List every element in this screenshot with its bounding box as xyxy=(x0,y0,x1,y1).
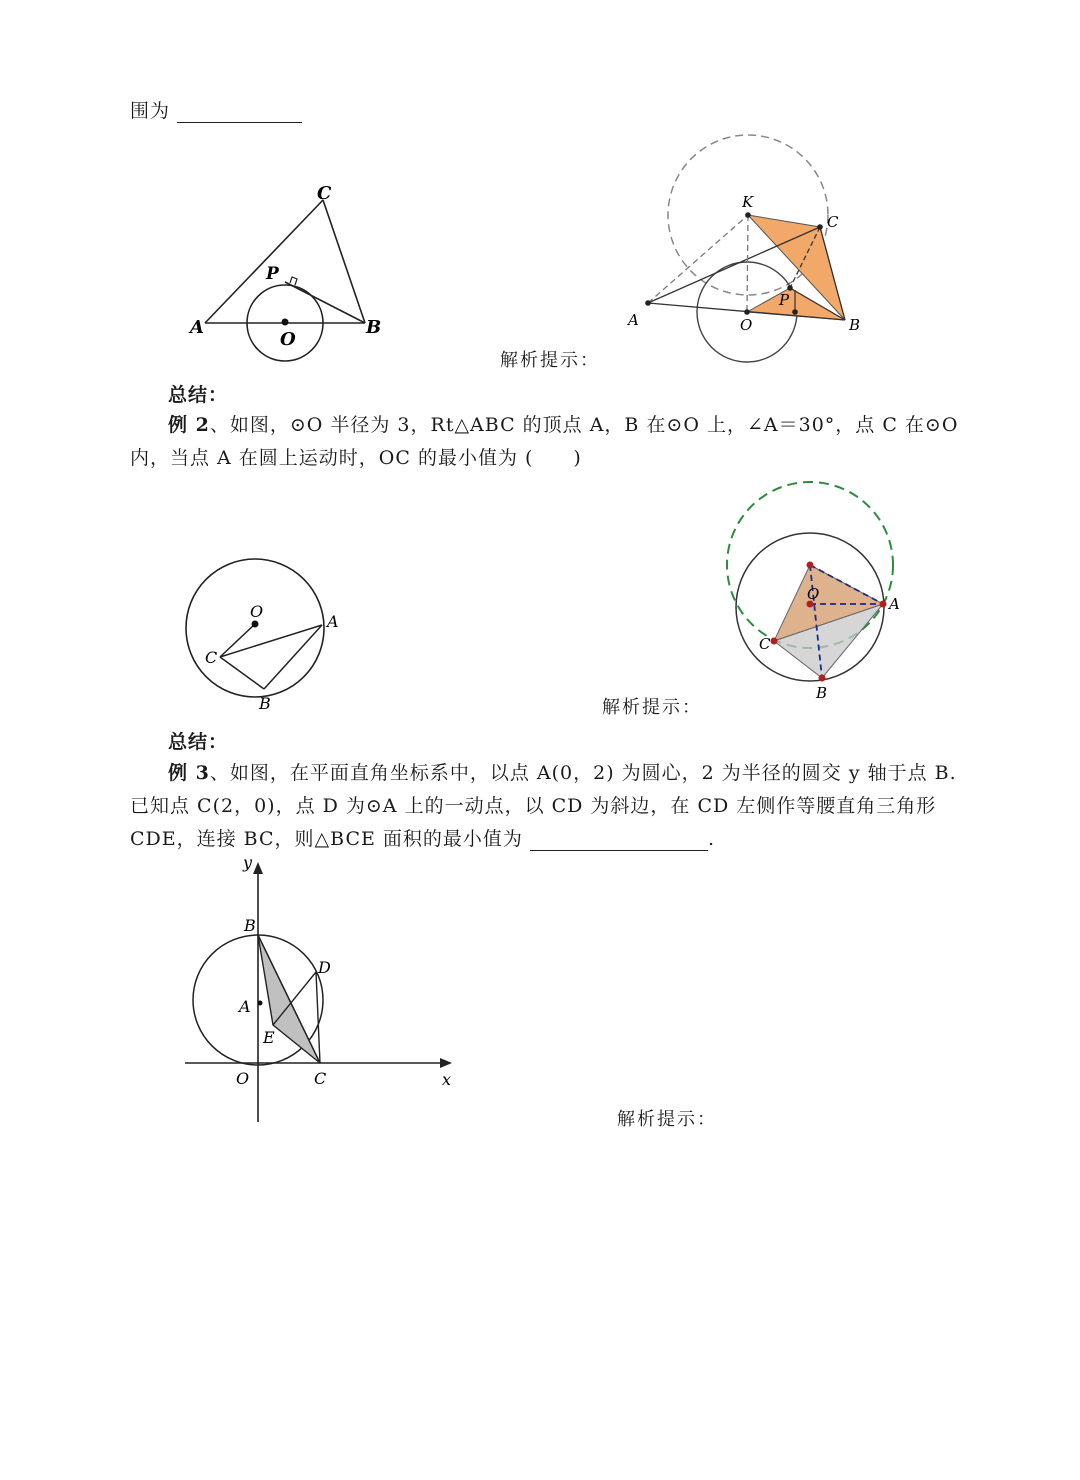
label-c: C xyxy=(314,1069,327,1088)
answer-blank-3[interactable] xyxy=(530,832,708,851)
label-b: B xyxy=(259,694,271,713)
point-k xyxy=(745,212,751,218)
point-p xyxy=(787,285,793,291)
segment-ac xyxy=(205,200,323,323)
label-c: C xyxy=(205,648,218,667)
label-p: P xyxy=(779,291,790,309)
example-3-line-2: 已知点 C(2，0)，点 D 为⊙A 上的一动点，以 CD 为斜边，在 CD 左侧作等腰直角三角形 xyxy=(130,795,937,817)
label-a: A xyxy=(190,317,204,338)
analysis-hint-3: 解析提示： xyxy=(617,1109,717,1130)
label-o: O xyxy=(740,316,753,334)
segment-cb xyxy=(220,657,264,689)
example-3-period: . xyxy=(707,828,716,850)
label-b: B xyxy=(849,316,861,334)
label-o: O xyxy=(236,1069,250,1088)
example-3-text-3: CDE，连接 BC，则△BCE 面积的最小值为 xyxy=(130,828,523,850)
label-c: C xyxy=(827,213,839,231)
point-c xyxy=(771,638,778,645)
analysis-hint-2: 解析提示： xyxy=(602,697,702,718)
point-o xyxy=(744,309,750,315)
example-3-line-3 xyxy=(130,824,715,851)
example-2-text-1: 、如图，⊙O 半径为 3，Rt△ABC 的顶点 A，B 在⊙O 上，∠A＝30°，点 C 在⊙O xyxy=(209,414,959,436)
continued-text: 围为 xyxy=(130,100,171,122)
figure-1 xyxy=(180,175,400,375)
label-d: D xyxy=(318,958,331,977)
label-o: O xyxy=(250,602,264,621)
answer-blank-1[interactable] xyxy=(177,104,302,123)
circle-o xyxy=(186,559,324,697)
point-a xyxy=(645,300,651,306)
summary-label-1: 总结： xyxy=(168,384,229,406)
label-p: P xyxy=(266,264,279,284)
label-a: A xyxy=(628,311,639,329)
example-2-line-2: 内，当点 A 在圆上运动时，OC 的最小值为 ( ) xyxy=(130,447,582,469)
example-3-text-1: 、如图，在平面直角坐标系中，以点 A(0，2) 为圆心，2 为半径的圆交 y 轴于点 B. xyxy=(209,762,957,784)
point-a xyxy=(258,1001,263,1006)
continued-question-line xyxy=(130,96,302,123)
right-angle-mark xyxy=(290,277,297,285)
label-k: K xyxy=(742,193,754,211)
example-3-label: 例 3 xyxy=(168,762,210,784)
y-axis-arrow xyxy=(253,862,263,874)
label-b: B xyxy=(244,916,256,935)
label-c: C xyxy=(317,183,332,204)
point-a xyxy=(880,601,887,608)
dashed-ko xyxy=(747,215,748,312)
figure-5 xyxy=(180,850,470,1130)
label-a: A xyxy=(889,595,900,613)
point-top xyxy=(807,562,814,569)
label-a: A xyxy=(327,612,339,631)
center-o-dot xyxy=(252,621,259,628)
label-e: E xyxy=(263,1028,275,1047)
segment-dc xyxy=(316,972,320,1063)
label-b: B xyxy=(816,684,828,702)
example-2-label: 例 2 xyxy=(168,414,210,436)
point-c xyxy=(817,224,823,230)
center-o-dot xyxy=(282,319,289,326)
label-o: O xyxy=(807,585,820,603)
figure-4 xyxy=(715,475,915,705)
x-axis-arrow xyxy=(440,1058,452,1068)
point-foot xyxy=(792,309,798,315)
label-y: y xyxy=(243,853,253,872)
figure-2 xyxy=(620,130,880,370)
label-b: B xyxy=(366,317,382,338)
example-3-line-1 xyxy=(168,758,957,785)
summary-label-2: 总结： xyxy=(168,731,229,753)
label-o: O xyxy=(280,329,296,350)
example-2-line-1 xyxy=(168,410,958,437)
label-c: C xyxy=(759,635,771,653)
label-a: A xyxy=(239,997,251,1016)
analysis-hint-1: 解析提示： xyxy=(500,350,600,371)
dashed-ak xyxy=(648,215,748,303)
figure-3 xyxy=(175,550,355,720)
label-x: x xyxy=(442,1070,452,1089)
point-b xyxy=(819,675,826,682)
